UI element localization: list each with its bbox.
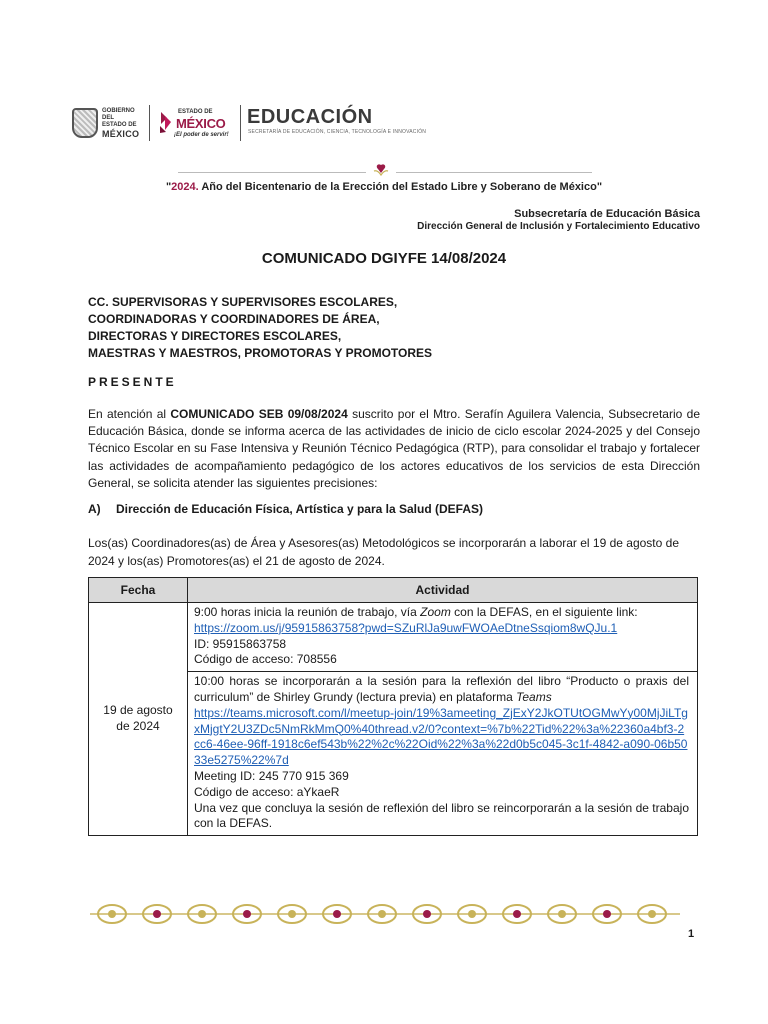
flower-ornament-icon xyxy=(372,163,390,177)
activity-table xyxy=(88,577,698,836)
zoom-meeting-link[interactable]: https://zoom.us/j/95915863758?pwd=SZuRlJa9uwFWOAeDtneSsqiom8wQJu.1 xyxy=(194,620,618,635)
intro-bold-reference: COMUNICADO SEB 09/08/2024 xyxy=(170,407,348,421)
year-dedication-line xyxy=(0,181,768,193)
addressee-line: DIRECTORAS Y DIRECTORES ESCOLARES, xyxy=(88,329,342,343)
activity-cell xyxy=(188,672,698,836)
year-line-text: Año del Bicentenario de la Erección del Estado Libre y Soberano de México" xyxy=(198,181,603,193)
activity-closing-text: Una vez que concluya la sesión de reflexión del libro se reincorporarán a la sesión de trabajo con la DEFAS. xyxy=(194,800,689,831)
date-cell: 19 de agosto de 2024 xyxy=(89,603,188,836)
presente-heading: PRESENTE xyxy=(88,375,177,389)
year-quote: " xyxy=(165,181,172,193)
gobierno-small-text: GOBIERNO DEL xyxy=(102,108,135,121)
edomex-slogan: ¡El poder de servir! xyxy=(174,132,229,138)
page-number: 1 xyxy=(688,928,695,940)
intro-text: En atención al xyxy=(88,407,171,421)
column-header-actividad: Actividad xyxy=(188,578,698,603)
educacion-logo-subtitle: SECRETARÍA DE EDUCACIÓN, CIENCIA, TECNOLOGÍA E INNOVACIÓN xyxy=(248,129,427,135)
edomex-big-text: MÉXICO xyxy=(176,116,226,131)
meeting-id: Meeting ID: 245 770 915 369 xyxy=(194,768,349,783)
intro-text-rest: suscrito por el Mtro. Serafín Aguilera Valencia, Subsecretario de Educación Básica, donde se informa acerca de las actividades de inicio de ciclo escolar 2024-2025 y del Consejo Técnico Escolar en su Fase Intensiva y Reunión Técnico Pedagógica (RTP), para consolidar el trabajo y fortalecer las actividades de acompañamiento pedagógico de los actores educativos de los servicios de esta Dirección General, se solicita atender las siguientes precisiones: xyxy=(88,407,700,490)
section-a-title: Dirección de Educación Física, Artística y para la Salud (DEFAS) xyxy=(116,502,484,516)
section-a-label: A) xyxy=(88,502,101,516)
estado-de-mexico-logo xyxy=(158,106,238,142)
activity-cell xyxy=(188,603,698,672)
logo-divider-2 xyxy=(240,105,241,141)
section-a-paragraph: Los(as) Coordinadores(as) de Área y Asesores(as) Metodológicos se incorporarán a laborar el 19 de agosto de 2024 y los(as) Promotores(as) el 21 de agosto de 2024. xyxy=(88,536,679,568)
meeting-id: ID: 95915863758 xyxy=(194,636,287,651)
subsecretaria-heading: Subsecretaría de Educación Básica xyxy=(514,208,700,220)
direccion-general-heading: Dirección General de Inclusión y Fortalecimiento Educativo xyxy=(417,221,700,232)
activity-text: con la DEFAS, en el siguiente link: xyxy=(450,605,638,619)
ornament-line-left xyxy=(178,172,366,173)
teams-meeting-link[interactable]: https://teams.microsoft.com/l/meetup-join/19%3ameeting_ZjExY2JkOTUtOGMwYy00MjJiLTgxMjgtY2U3ZDc5NmRkMmQ0%40thread.v2/0?context=%7b%22Tid%22%3a%22360a4bf3-2cc6-46ee-96ff-1918c6ef543b%22%2c%22Oid%22%3a%22d0b5c045-3c1f-4842-a090-06b5033e5275%22%7d xyxy=(194,705,688,768)
activity-text: 10:00 horas se incorporarán a la sesión para la reflexión del libro “Producto o praxis del curriculum” de Shirley Grundy (lectura previa) en plataforma xyxy=(194,674,689,704)
access-code: Código de acceso: 708556 xyxy=(194,652,337,667)
ornament-line-right xyxy=(396,172,592,173)
platform-name: Teams xyxy=(516,689,552,704)
section-a-heading xyxy=(88,502,483,516)
gobierno-mid-text: ESTADO DE xyxy=(102,122,137,128)
comunicado-title: COMUNICADO DGIYFE 14/08/2024 xyxy=(261,250,507,267)
footer-ornament-icon xyxy=(90,900,680,928)
year-highlight: 2024. xyxy=(171,181,199,193)
addressee-line: MAESTRAS Y MAESTROS, PROMOTORAS Y PROMOTORES xyxy=(88,346,433,360)
edomex-flower-icon xyxy=(158,108,174,134)
gobierno-estado-mexico-logo xyxy=(72,106,150,140)
gobierno-logo-text xyxy=(102,108,148,139)
addressee-block xyxy=(88,294,432,362)
logo-divider xyxy=(149,105,150,141)
gobierno-big-text: MÉXICO xyxy=(102,129,140,139)
addressee-line: CC. SUPERVISORAS Y SUPERVISORES ESCOLARES, xyxy=(88,295,398,309)
edomex-small-text: ESTADO DE xyxy=(178,109,213,115)
platform-name: Zoom xyxy=(420,605,451,619)
activity-text: 9:00 horas inicia la reunión de trabajo, vía xyxy=(194,605,421,619)
addressee-line: COORDINADORAS Y COORDINADORES DE ÁREA, xyxy=(88,312,380,326)
column-header-fecha: Fecha xyxy=(89,578,188,603)
access-code: Código de acceso: aYkaeR xyxy=(194,784,340,799)
table-row xyxy=(89,603,698,672)
table-header-row xyxy=(89,578,698,603)
educacion-logo-title: EDUCACIÓN xyxy=(247,106,373,128)
coat-of-arms-icon xyxy=(72,108,98,138)
intro-paragraph xyxy=(88,406,700,492)
